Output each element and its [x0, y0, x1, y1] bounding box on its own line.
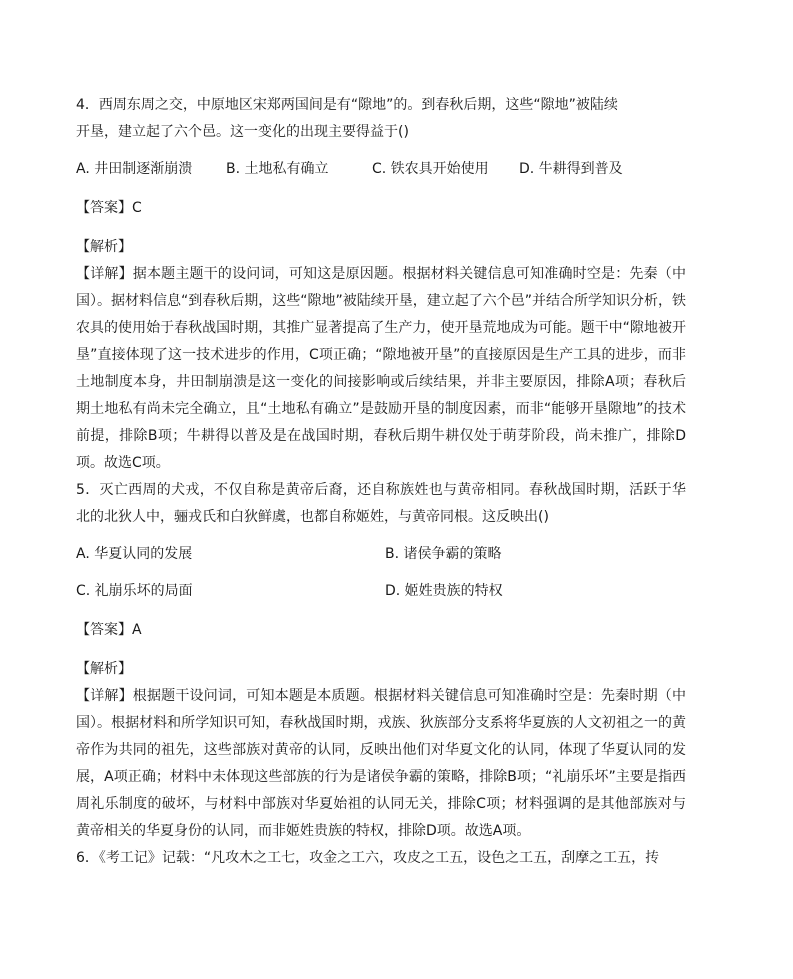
question-5-stem: 5．灭亡西周的犬戎，不仅自称是黄帝后裔，还自称族姓也与黄帝相同。春秋战国时期，活跃于华北的北狄人中，骊戎氏和白狄鲜虞，也都自称姬姓，与黄帝同根。这反映出() [76, 482, 686, 525]
option-b: B. 土地私有确立 [226, 161, 329, 177]
question-4-stem-line-1: 4．西周东周之交，中原地区宋郑两国间是有“隙地”的。到春秋后期，这些“隙地”被陆续 [76, 97, 618, 113]
option-a: A. 井田制逐渐崩溃 [76, 161, 193, 177]
question-4-stem-line-2: 开垦，建立起了六个邑。这一变化的出现主要得益于() [76, 124, 409, 140]
option-c: C. 铁农具开始使用 [372, 161, 489, 177]
option-b: B. 诸侯争霸的策略 [385, 546, 502, 562]
question-4 [76, 92, 686, 477]
question-5 [76, 477, 686, 845]
option-c: C. 礼崩乐坏的局面 [76, 583, 193, 599]
question-4-analysis-title: 【解析】 [76, 239, 132, 255]
question-6 [76, 845, 686, 872]
option-a: A. 华夏认同的发展 [76, 546, 193, 562]
question-6-stem: 6．《考工记》记载：“凡攻木之工七，攻金之工六，攻皮之工五，设色之工五，刮摩之工五，抟 [76, 850, 660, 866]
question-5-options-row-2 [76, 578, 686, 605]
option-d: D. 牛耕得到普及 [519, 161, 623, 177]
question-5-answer: 【答案】A [76, 622, 142, 638]
document-page [76, 92, 686, 872]
question-5-analysis-title: 【解析】 [76, 661, 132, 677]
question-5-options-row-1 [76, 541, 686, 568]
question-5-analysis: 【详解】根据题干设问词，可知本题是本质题。根据材料关键信息可知准确时空是：先秦时期（中国）。根据材料和所学知识可知，春秋战国时期，戎族、狄族部分支系将华夏族的人文初祖之一的黄帝作为共同的祖先，这些部族对黄帝的认同，反映出他们对华夏文化的认同，体现了华夏认同的发展，A项正确；材料中未体现这些部族的行为是诸侯争霸的策略，排除B项；“礼崩乐坏”主要是指西周礼乐制度的破坏，与材料中部族对华夏始祖的认同无关，排除C项；材料强调的是其他部族对与黄帝相关的华夏身份的认同，而非姬姓贵族的特权，排除D项。故选A项。 [76, 688, 686, 839]
question-4-answer: 【答案】C [76, 200, 142, 216]
option-d: D. 姬姓贵族的特权 [385, 583, 503, 599]
question-4-options [76, 156, 686, 183]
question-4-analysis: 【详解】据本题主题干的设问词，可知这是原因题。根据材料关键信息可知准确时空是：先秦（中国）。据材料信息“到春秋后期，这些“隙地”被陆续开垦，建立起了六个邑”并结合所学知识分析，铁农具的使用始于春秋战国时期，其推广显著提高了生产力，使开垦荒地成为可能。题干中“隙地被开垦”直接体现了这一技术进步的作用，C项正确；“隙地被开垦”的直接原因是生产工具的进步，而非土地制度本身，井田制崩溃是这一变化的间接影响或后续结果，并非主要原因，排除A项；春秋后期土地私有尚未完全确立，且“土地私有确立”是鼓励开垦的制度因素，而非“能够开垦隙地”的技术前提，排除B项；牛耕得以普及是在战国时期，春秋后期牛耕仅处于萌芽阶段，尚未推广，排除D项。故选C项。 [76, 266, 687, 471]
